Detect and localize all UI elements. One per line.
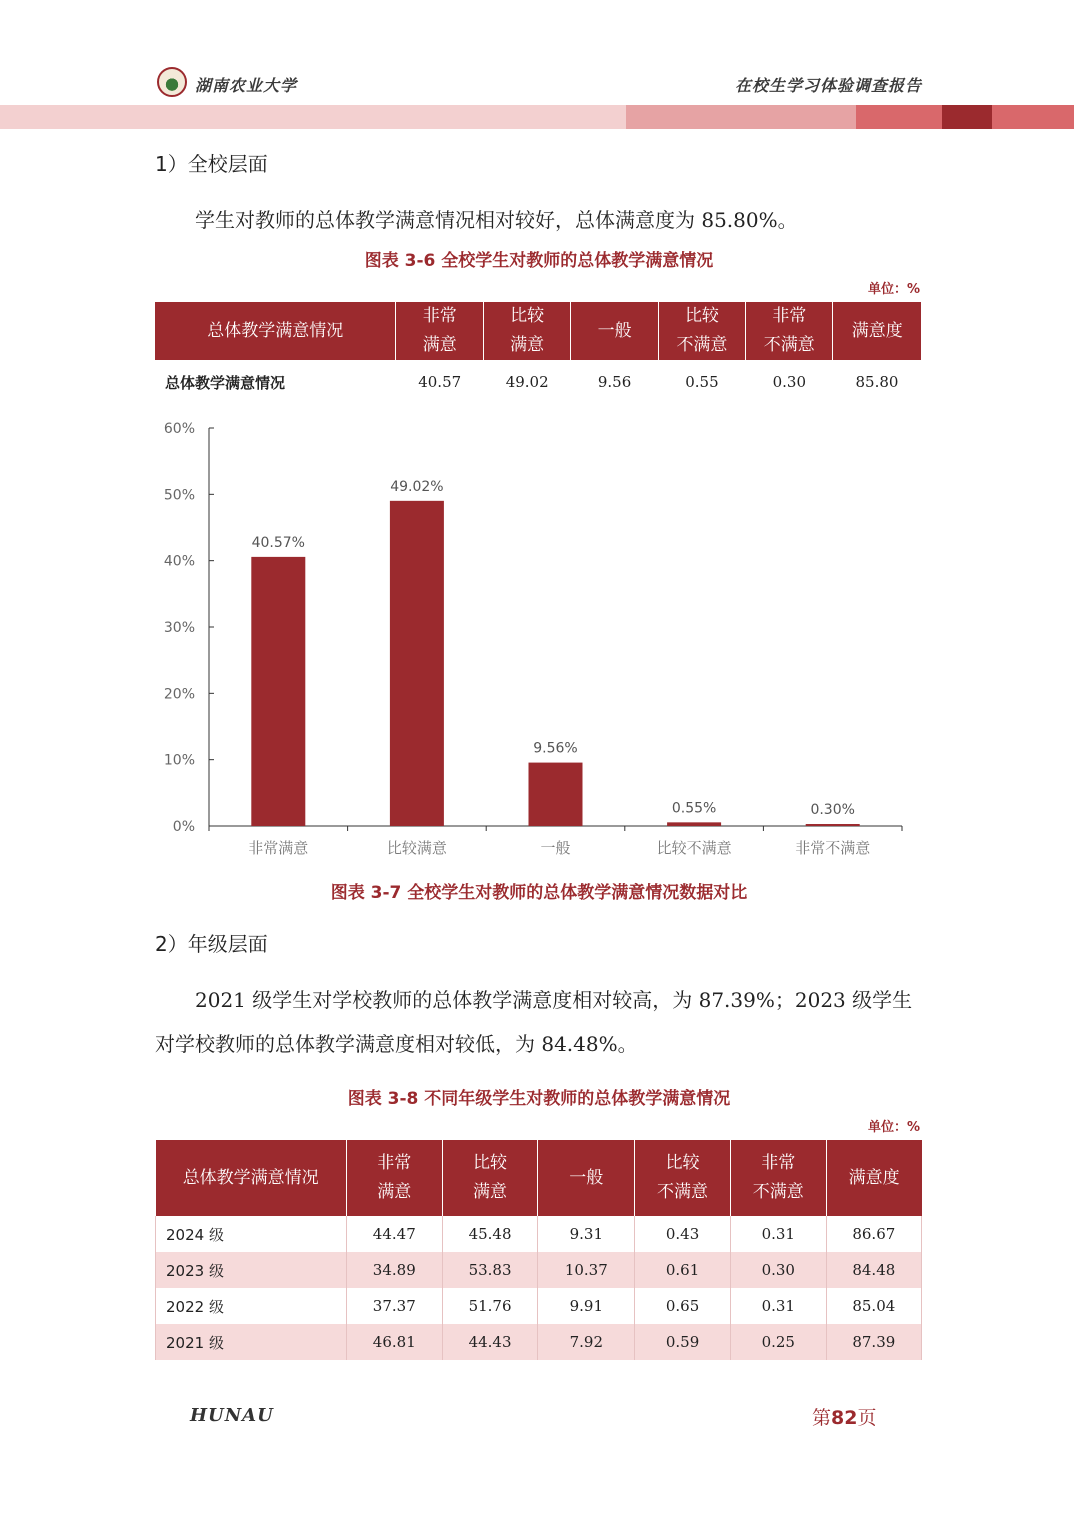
cell-value: 0.30 xyxy=(730,1252,826,1288)
x-tick-label: 非常不满意 xyxy=(795,839,871,857)
y-tick-label: 10% xyxy=(163,752,195,769)
header-cell: 比较 不满意 xyxy=(658,302,745,360)
cell-value: 53.83 xyxy=(442,1252,538,1288)
header-cell: 一般 xyxy=(571,302,658,360)
x-tick-label: 比较满意 xyxy=(386,839,447,857)
data-label: 0.30% xyxy=(810,802,855,819)
bar xyxy=(390,501,444,826)
header-cell: 总体教学满意情况 xyxy=(155,302,396,360)
row-label: 总体教学满意情况 xyxy=(165,373,286,392)
school-satisfaction-table xyxy=(155,302,921,404)
y-tick-label: 0% xyxy=(172,819,195,835)
bar xyxy=(529,763,583,826)
header-cell: 满意度 xyxy=(826,1140,921,1216)
header-band-dark xyxy=(942,105,992,129)
cell-value: 46.81 xyxy=(346,1324,442,1360)
row-label: 2021 级 xyxy=(156,1324,347,1360)
bar xyxy=(251,557,305,826)
university-name: 湖南农业大学 xyxy=(195,76,298,95)
cell-value: 0.65 xyxy=(635,1288,731,1324)
cell-value: 9.56 xyxy=(597,373,632,391)
cell-value: 40.57 xyxy=(418,373,462,391)
satisfaction-bar-chart xyxy=(155,415,915,865)
section-heading-grade: 2）年级层面 xyxy=(155,932,268,956)
cell-value: 87.39 xyxy=(826,1324,921,1360)
header-band-light xyxy=(0,105,626,129)
cell-value: 85.04 xyxy=(826,1288,921,1324)
header-band-end xyxy=(992,105,1074,129)
cell-value: 0.31 xyxy=(730,1216,826,1252)
unit-label-1: 单位：% xyxy=(867,282,920,297)
school-paragraph: 学生对教师的总体教学满意情况相对较好，总体满意度为 85.80%。 xyxy=(195,208,798,232)
table-row xyxy=(156,1324,922,1360)
header-cell: 比较 满意 xyxy=(442,1140,538,1216)
data-label: 49.02% xyxy=(390,478,444,495)
cell-value: 86.67 xyxy=(826,1216,921,1252)
header-cell: 非常 不满意 xyxy=(730,1140,826,1216)
cell-value: 0.31 xyxy=(730,1288,826,1324)
cell-value: 34.89 xyxy=(346,1252,442,1288)
cell-value: 9.91 xyxy=(538,1288,635,1324)
cell-value: 7.92 xyxy=(538,1324,635,1360)
y-tick-label: 20% xyxy=(163,686,195,703)
header-cell: 非常 不满意 xyxy=(746,302,833,360)
x-tick-label: 一般 xyxy=(540,839,571,857)
row-label: 2022 级 xyxy=(156,1288,347,1324)
x-tick-label: 比较不满意 xyxy=(656,839,732,857)
table-row xyxy=(156,1252,922,1288)
grade-paragraph-line2: 对学校教师的总体教学满意度相对较低，为 84.48%。 xyxy=(155,1032,638,1056)
row-label: 2023 级 xyxy=(156,1252,347,1288)
cell-value: 51.76 xyxy=(442,1288,538,1324)
header-cell: 非常 满意 xyxy=(396,302,483,360)
table-caption-3-8: 图表 3-8 不同年级学生对教师的总体教学满意情况 xyxy=(347,1089,731,1109)
cell-value: 0.25 xyxy=(730,1324,826,1360)
cell-value: 0.61 xyxy=(635,1252,731,1288)
row-label: 2024 级 xyxy=(156,1216,347,1252)
header-cell: 非常 满意 xyxy=(346,1140,442,1216)
header-cell: 满意度 xyxy=(833,302,921,360)
y-tick-label: 50% xyxy=(163,487,195,504)
unit-label-2: 单位：% xyxy=(867,1120,920,1135)
header-band-strong xyxy=(856,105,942,129)
table-row xyxy=(155,360,921,404)
cell-value: 85.80 xyxy=(855,373,899,391)
cell-value: 0.55 xyxy=(685,373,719,391)
table-caption-3-6: 图表 3-6 全校学生对教师的总体教学满意情况 xyxy=(364,251,714,271)
cell-value: 37.37 xyxy=(346,1288,442,1324)
y-tick-label: 60% xyxy=(163,421,195,437)
cell-value: 84.48 xyxy=(826,1252,921,1288)
cell-value: 9.31 xyxy=(538,1216,635,1252)
table-row xyxy=(156,1288,922,1324)
university-logo xyxy=(157,67,187,97)
cell-value: 45.48 xyxy=(442,1216,538,1252)
data-label: 0.55% xyxy=(671,800,717,817)
header-band-mid xyxy=(626,105,856,129)
header-cell: 一般 xyxy=(538,1140,635,1216)
x-tick-label: 非常满意 xyxy=(248,839,309,857)
bar xyxy=(806,824,860,826)
data-label: 9.56% xyxy=(533,740,578,757)
cell-value: 0.59 xyxy=(635,1324,731,1360)
cell-value: 0.30 xyxy=(772,373,806,391)
header-cell: 比较 满意 xyxy=(483,302,570,360)
cell-value: 49.02 xyxy=(505,373,549,391)
cell-value: 44.43 xyxy=(442,1324,538,1360)
cell-value: 44.47 xyxy=(346,1216,442,1252)
section-heading-school: 1）全校层面 xyxy=(155,152,268,176)
y-tick-label: 40% xyxy=(163,553,195,570)
header-cell: 比较 不满意 xyxy=(635,1140,731,1216)
bar xyxy=(667,822,721,826)
page-number: 第82页 xyxy=(812,1407,877,1429)
cell-value: 10.37 xyxy=(538,1252,635,1288)
data-label: 40.57% xyxy=(251,534,305,551)
header-cell: 总体教学满意情况 xyxy=(156,1140,347,1216)
cell-value: 0.43 xyxy=(635,1216,731,1252)
grade-satisfaction-table xyxy=(155,1140,922,1360)
chart-caption-3-7: 图表 3-7 全校学生对教师的总体教学满意情况数据对比 xyxy=(330,883,748,903)
footer-hunau-mark: HUNAU xyxy=(190,1405,274,1426)
report-title: 在校生学习体验调查报告 xyxy=(734,76,922,95)
grade-paragraph-line1: 2021 级学生对学校教师的总体教学满意度相对较高，为 87.39%；2023 级学生 xyxy=(195,988,913,1012)
y-tick-label: 30% xyxy=(163,620,195,636)
table-row xyxy=(156,1216,922,1252)
